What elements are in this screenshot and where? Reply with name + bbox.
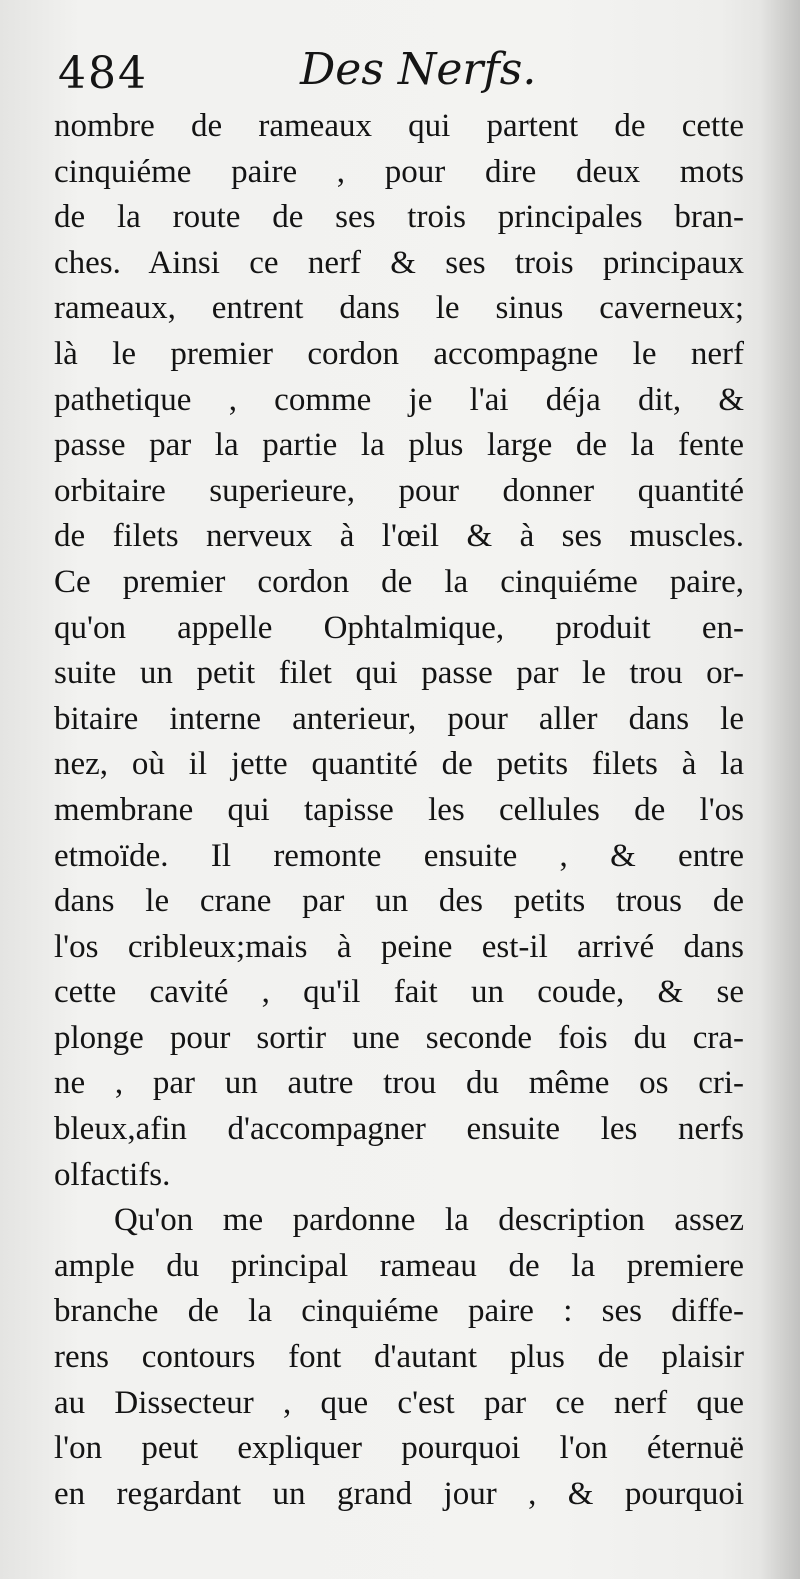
text-line: ne , par un autre trou du même os cri- [54, 1065, 744, 1102]
page-number: 484 [58, 48, 148, 99]
text-line: passe par la partie la plus large de la fente [54, 427, 744, 464]
page-header [58, 44, 738, 108]
text-line: cette cavité , qu'il fait un coude, & se [54, 974, 744, 1011]
text-line: dans le crane par un des petits trous de [54, 883, 744, 920]
text-line: l'os cribleux;mais à peine est-il arrivé dans [54, 928, 744, 965]
paragraph-start-line: Qu'on me pardonne la description assez [114, 1202, 744, 1239]
text-line: etmoïde. Il remonte ensuite , & entre [54, 837, 744, 874]
text-line: pathetique , comme je l'ai déja dit, & [54, 381, 744, 418]
text-line: l'on peut expliquer pourquoi l'on éternuë [54, 1430, 744, 1467]
running-head: Des Nerfs. [300, 44, 537, 95]
text-line: là le premier cordon accompagne le nerf [54, 335, 744, 372]
text-line: plonge pour sortir une seconde fois du cra- [54, 1019, 744, 1056]
body-text [54, 104, 744, 1517]
text-line: au Dissecteur , que c'est par ce nerf que [54, 1384, 744, 1421]
text-line: orbitaire superieure, pour donner quantité [54, 472, 744, 509]
text-line: Ce premier cordon de la cinquiéme paire, [54, 563, 744, 600]
paragraph-end-line: olfactifs. [54, 1156, 171, 1193]
text-line: qu'on appelle Ophtalmique, produit en- [54, 609, 744, 646]
text-line: bitaire interne anterieur, pour aller dans le [54, 700, 744, 737]
text-line: bleux,afin d'accompagner ensuite les nerfs [54, 1111, 744, 1148]
text-line: nez, où il jette quantité de petits filets à la [54, 746, 744, 783]
text-line: membrane qui tapisse les cellules de l'os [54, 791, 744, 828]
text-line: ches. Ainsi ce nerf & ses trois principaux [54, 244, 744, 281]
text-line: branche de la cinquiéme paire : ses diffe- [54, 1293, 744, 1330]
text-line: suite un petit filet qui passe par le trou or- [54, 655, 744, 692]
text-line: ample du principal rameau de la premiere [54, 1247, 744, 1284]
text-line: en regardant un grand jour , & pourquoi [54, 1475, 744, 1512]
text-line: rens contours font d'autant plus de plaisir [54, 1339, 744, 1376]
text-line: de la route de ses trois principales bran- [54, 199, 744, 236]
text-line: cinquiéme paire , pour dire deux mots [54, 153, 744, 190]
text-line: rameaux, entrent dans le sinus caverneux; [54, 290, 744, 327]
text-line: de filets nerveux à l'œil & à ses muscles. [54, 518, 744, 555]
text-line: nombre de rameaux qui partent de cette [54, 108, 744, 144]
